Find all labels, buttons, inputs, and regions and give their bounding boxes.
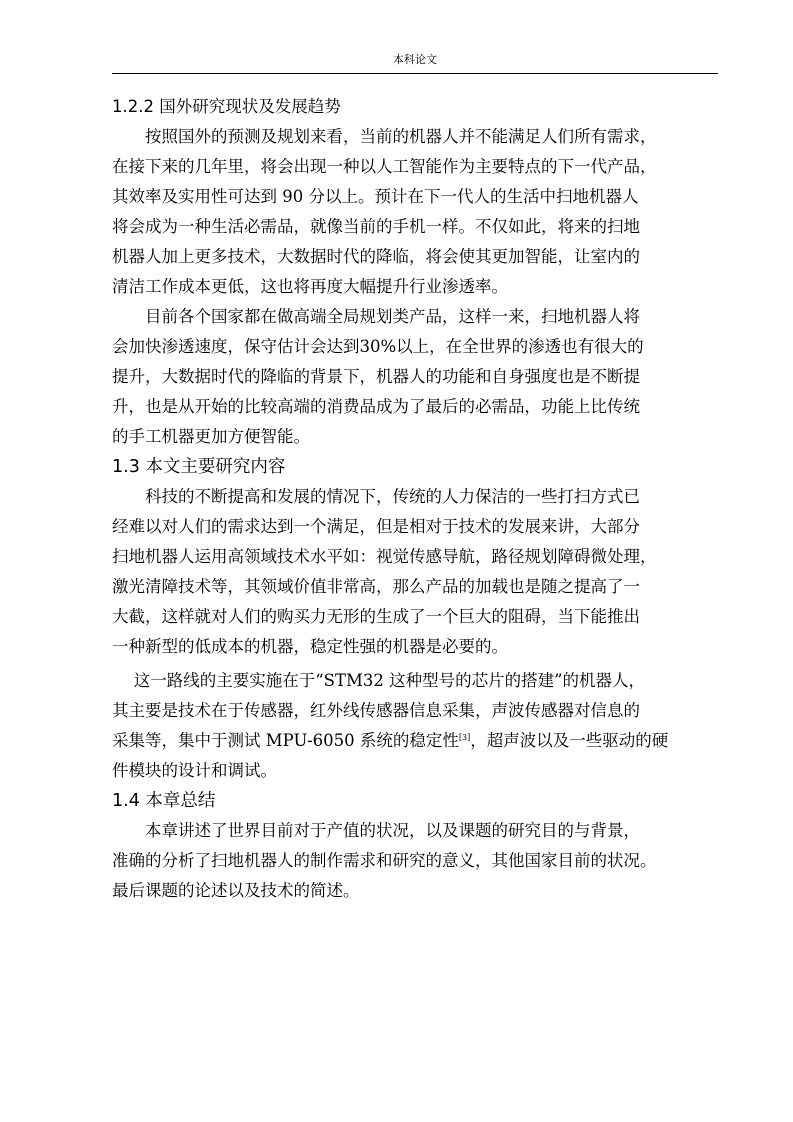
text-line: 会加快渗透速度，保守估计会达到30%以上，在全世界的渗透也有很大的 (112, 337, 644, 356)
text-line: 将会成为一种生活必需品，就像当前的手机一样。不仅如此，将来的扫地 (112, 217, 640, 236)
text-line: 激光清障技术等，其领域价值非常高，那么产品的加载也是随之提高了一 (112, 577, 640, 596)
text-line: 在接下来的几年里，将会出现一种以人工智能作为主要特点的下一代产品， (112, 157, 657, 176)
text-line: 科技的不断提高和发展的情况下，传统的人力保洁的一些打扫方式已 (112, 487, 640, 506)
text-line: 一种新型的低成本的机器，稳定性强的机器是必要的。 (112, 637, 508, 656)
text-line: 这一路线的主要实施在于“STM32 这种型号的芯片的搭建”的机器人， (112, 671, 646, 690)
text-line: 最后课题的论述以及技术的简述。 (112, 881, 360, 900)
text-line: 大截，这样就对人们的购买力无形的生成了一个巨大的阻碍，当下能推出 (112, 607, 640, 626)
paragraph (112, 122, 718, 302)
text-line: 升，也是从开始的比较高端的消费品成为了最后的必需品，功能上比传统 (112, 397, 640, 416)
text-line: 件模块的设计和调试。 (112, 761, 277, 780)
text-line: 扫地机器人运用高领域技术水平如：视觉传感导航，路径规划障碍微处理， (112, 547, 657, 566)
text-line: 其效率及实用性可达到 90 分以上。预计在下一代人的生活中扫地机器人 (112, 187, 639, 206)
text-line: 清洁工作成本更低，这也将再度大幅提升行业渗透率。 (112, 277, 508, 296)
text-line: 其主要是技术在于传感器，红外线传感器信息采集，声波传感器对信息的 (112, 701, 640, 720)
text-line: 按照国外的预测及规划来看，当前的机器人并不能满足人们所有需求， (112, 127, 657, 146)
text-segment: 采集等，集中于测试 MPU-6050 系统的稳定性 (112, 731, 459, 750)
text-line (112, 726, 718, 756)
text-line: 经难以对人们的需求达到一个满足，但是相对于技术的发展来讲，大部分 (112, 517, 640, 536)
header-rule (112, 73, 718, 74)
section-heading-1-4: 1.4 本章总结 (112, 791, 216, 811)
paragraph (112, 816, 718, 906)
paragraph (112, 666, 718, 786)
paragraph (112, 482, 718, 662)
text-line: 准确的分析了扫地机器人的制作需求和研究的意义，其他国家目前的状况。 (112, 851, 657, 870)
section-heading-1-3: 1.3 本文主要研究内容 (112, 457, 286, 477)
text-line: 机器人加上更多技术，大数据时代的降临，将会使其更加智能，让室内的 (112, 247, 640, 266)
text-line: 本章讲述了世界目前对于产值的状况，以及课题的研究目的与背景， (112, 821, 640, 840)
text-segment: ，超声波以及一些驱动的硬 (470, 731, 669, 750)
citation-reference: [3] (458, 733, 471, 742)
text-line: 提升，大数据时代的降临的背景下，机器人的功能和自身强度也是不断提 (112, 367, 640, 386)
text-line: 目前各个国家都在做高端全局规划类产品，这样一来，扫地机器人将 (112, 307, 640, 326)
running-header: 本科论文 (393, 53, 437, 66)
page-body (112, 92, 718, 906)
paragraph (112, 302, 718, 452)
section-heading-1-2-2: 1.2.2 国外研究现状及发展趋势 (112, 97, 341, 116)
text-line: 的手工机器更加方便智能。 (112, 427, 310, 446)
